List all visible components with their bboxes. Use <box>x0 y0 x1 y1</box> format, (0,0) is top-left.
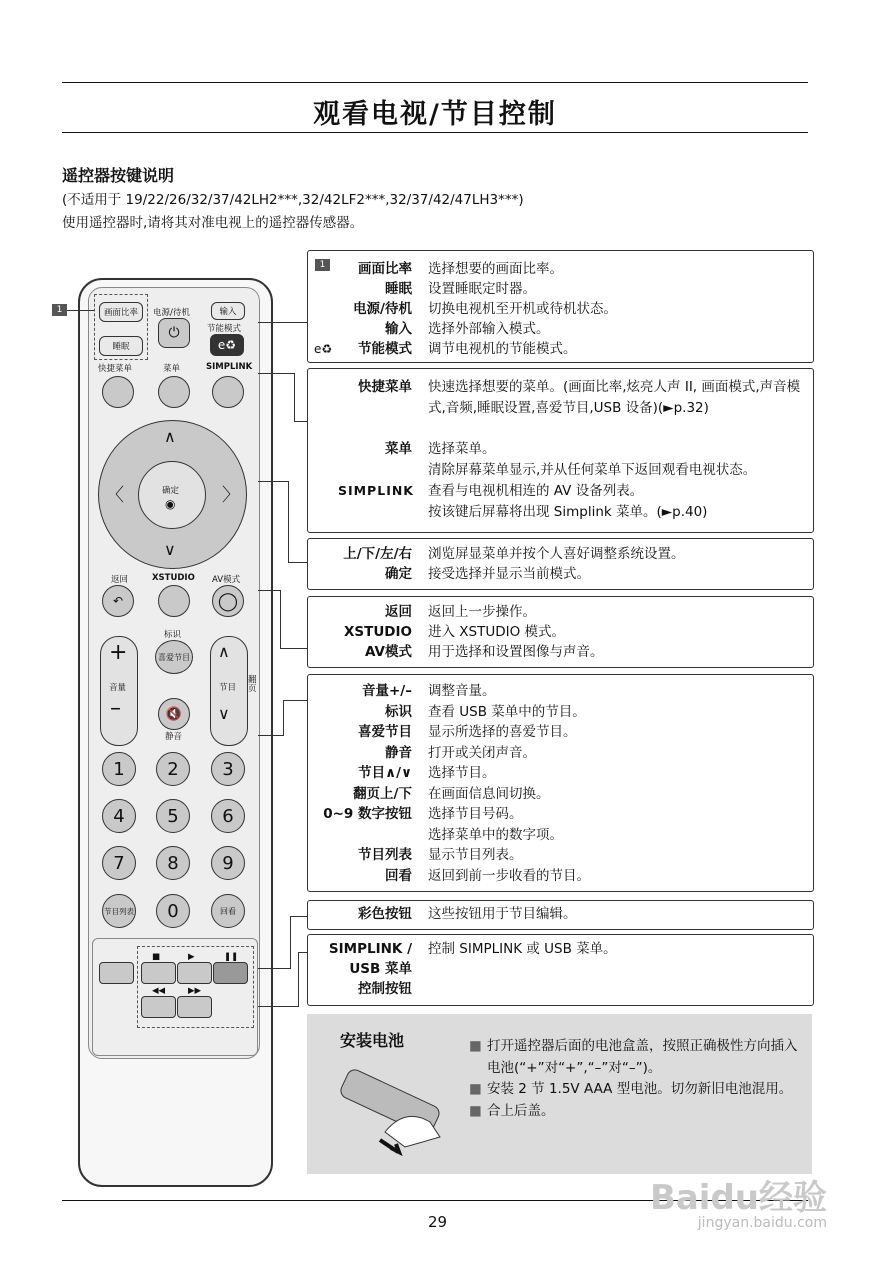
back-icon: ↶ <box>112 594 124 608</box>
power-icon: ⏻ <box>168 325 180 341</box>
battery-section <box>307 1014 812 1174</box>
play-button[interactable] <box>177 962 212 984</box>
bullet-icon: ■ <box>469 1102 482 1119</box>
page-title: 观看电视/节目控制 <box>313 99 557 130</box>
connector-3b <box>288 562 307 563</box>
sleep-button[interactable]: 睡眠 <box>99 336 143 356</box>
top-rule <box>62 82 808 83</box>
av-mode-label: AV模式 <box>212 575 241 585</box>
menu-desc-1: 选择菜单。 <box>428 441 496 457</box>
minus-icon[interactable]: – <box>110 696 121 721</box>
pause-icon: ❚❚ <box>224 952 239 962</box>
digit-3-button[interactable]: 3 <box>211 752 245 786</box>
quick-menu-button[interactable] <box>102 376 134 408</box>
model-note: (不适用于 19/22/26/32/37/42LH2***,32/42LF2***,32/37/42/47LH3***) <box>62 192 524 208</box>
battery-title: 安装电池 <box>340 1031 405 1050</box>
simplink-desc-1: 查看与电视机相连的 AV 设备列表。 <box>428 483 644 499</box>
usage-instruction: 使用遥控器时,请将其对准电视上的遥控器传感器。 <box>62 215 364 231</box>
digit-8-button[interactable]: 8 <box>156 846 190 880</box>
bullet-icon: ■ <box>469 1038 482 1054</box>
right-arrow-icon[interactable]: 〉 <box>222 485 240 506</box>
digit-9-button[interactable]: 9 <box>211 846 245 880</box>
connector-7 <box>258 1006 298 1007</box>
circle-icon: ◯ <box>217 590 239 612</box>
title-rule <box>62 132 808 133</box>
rewind-button[interactable] <box>141 996 176 1018</box>
rewind-icon: ◀◀ <box>152 986 166 996</box>
digit-0-button[interactable]: 0 <box>156 894 190 928</box>
av-mode-button[interactable] <box>212 585 244 617</box>
red-color-button[interactable] <box>99 962 134 984</box>
digit-2-button[interactable]: 2 <box>156 752 190 786</box>
battery-step: ■ 合上后盖。 <box>469 1101 804 1123</box>
box-callout-number: 1 <box>315 259 330 271</box>
play-icon: ▶ <box>188 952 195 962</box>
description-box-volume: 音量+/– 调整音量。 标识 查看 USB 菜单中的节目。 喜爱节目 显示所选择的喜爱节目。 静音 打开或关闭声音。 节目∧/∨ 选择节目。 翻页上/下 在画面信息间切换。 0~9 数字按钮 选择节目号码。 选择菜单中的数字项。 节目列表 显示节目列表。 回看 返回到前一步收看的节目。 <box>307 674 814 892</box>
menu-label: 菜单 <box>163 364 181 374</box>
mute-button[interactable] <box>158 698 190 730</box>
usb-desc: 控制 SIMPLINK 或 USB 菜单。 <box>428 941 617 957</box>
up-arrow-icon[interactable]: ∧ <box>164 427 176 446</box>
description-box-power: 1 画面比率 选择想要的画面比率。 睡眠 设置睡眠定时器。 电源/待机 切换电视机至开机或待机状态。 输入 选择外部输入模式。 e♻ 节能模式 调节电视机的节能模式。 <box>307 250 814 363</box>
simplink-desc-2: 按该键后屏幕将出现 Simplink 菜单。(►p.40) <box>428 504 708 520</box>
connector-2b <box>294 421 307 422</box>
description-box-navigation: 上/下/左/右 浏览屏显菜单并按个人喜好调整系统设置。 确定 接受选择并显示当前模式。 <box>307 538 814 590</box>
stop-icon: ■ <box>152 952 161 962</box>
battery-step: ■ 打开遥控器后面的电池盒盖，按照正确极性方向插入电池(“+”对“+”,“–”对“–”)。 <box>469 1038 798 1076</box>
fav-button[interactable]: 喜爱节目 <box>155 640 193 674</box>
q-view-button[interactable]: 回看 <box>211 894 245 928</box>
list-button[interactable]: 节目列表 <box>102 894 136 928</box>
ok-dot-icon: ◉ <box>165 497 176 511</box>
program-up-icon[interactable]: ∧ <box>218 642 230 661</box>
stop-button[interactable] <box>141 962 176 984</box>
description-box-back: 返回 返回上一步操作。 XSTUDIO 进入 XSTUDIO 模式。 AV模式 用于选择和设置图像与声音。 <box>307 596 814 668</box>
menu-button[interactable] <box>158 376 190 408</box>
mark-label: 标识 <box>164 630 182 640</box>
simplink-key: SIMPLINK <box>337 483 414 498</box>
usb-key-1: SIMPLINK / <box>328 941 412 957</box>
battery-step: ■ 安装 2 节 1.5V AAA 型电池。切勿新旧电池混用。 <box>469 1079 804 1101</box>
callout-line <box>67 310 94 311</box>
power-label: 电源/待机 <box>153 308 190 318</box>
quick-menu-label: 快捷菜单 <box>98 364 133 374</box>
menu-desc-2: 清除屏幕菜单显示,并从任何菜单下返回观看电视状态。 <box>428 462 757 478</box>
back-label: 返回 <box>111 575 129 585</box>
energy-saving-button[interactable] <box>210 334 244 356</box>
aspect-button[interactable]: 画面比率 <box>99 302 143 322</box>
connector-3 <box>258 481 289 563</box>
page-number: 29 <box>427 1213 448 1231</box>
usb-key-2: USB 菜单 <box>349 961 412 977</box>
simplink-button[interactable] <box>212 376 244 408</box>
left-arrow-icon[interactable]: 〈 <box>106 485 124 506</box>
menu-key: 菜单 <box>385 441 412 457</box>
connector-1 <box>258 322 307 323</box>
bullet-icon: ■ <box>469 1081 482 1097</box>
power-button[interactable] <box>158 318 190 348</box>
program-label: 节目 <box>219 683 237 693</box>
quick-menu-desc: 快速选择想要的菜单。(画面比率,炫亮人声 II, 画面模式,声音模式,音频,睡眠设置,喜爱节目,USB 设备)(►p.32) <box>428 379 801 416</box>
description-box-color: 彩色按钮 这些按钮用于节目编辑。 <box>307 900 814 930</box>
arrow-icon <box>380 1140 399 1152</box>
description-box-simplink-usb <box>307 934 814 1006</box>
fast-forward-button[interactable] <box>177 996 212 1018</box>
usb-key-3: 控制按钮 <box>358 981 412 997</box>
battery-illustration <box>325 1062 455 1162</box>
eco-icon: e♻ <box>314 342 333 356</box>
mute-icon: 🔇 <box>165 706 183 722</box>
mute-label: 静音 <box>165 732 183 742</box>
digit-7-button[interactable]: 7 <box>102 846 136 880</box>
watermark-logo: Baidu经验 <box>649 1178 827 1218</box>
eco-icon: e♻ <box>217 338 237 352</box>
digit-5-button[interactable]: 5 <box>156 799 190 833</box>
input-button[interactable]: 输入 <box>211 302 245 320</box>
ok-label: 确定 <box>162 486 180 496</box>
xstudio-label: XSTUDIO <box>152 573 195 583</box>
connector-5 <box>258 735 283 736</box>
simplink-label: SIMPLINK <box>206 362 253 372</box>
fast-forward-icon: ▶▶ <box>188 986 202 996</box>
connector-2 <box>258 373 295 422</box>
digit-4-button[interactable]: 4 <box>102 799 136 833</box>
program-down-icon[interactable]: ∨ <box>218 704 230 723</box>
back-button[interactable] <box>102 585 134 617</box>
battery-steps <box>469 1036 804 1122</box>
connector-4b <box>280 648 307 649</box>
callout-number: 1 <box>52 304 67 316</box>
digit-1-button[interactable]: 1 <box>102 752 136 786</box>
description-box-menu <box>307 368 814 533</box>
energy-label: 节能模式 <box>207 324 242 334</box>
connector-4 <box>258 590 281 649</box>
digit-6-button[interactable]: 6 <box>211 799 245 833</box>
page-flip-label: 翻页 <box>248 675 257 694</box>
volume-label: 音量 <box>109 683 127 693</box>
quick-menu-key: 快捷菜单 <box>358 379 412 395</box>
connector-6 <box>258 968 290 969</box>
connector-5b <box>283 700 308 736</box>
section-heading: 遥控器按键说明 <box>62 166 175 185</box>
plus-icon[interactable]: + <box>109 640 128 665</box>
watermark-url: jingyan.baidu.com <box>697 1215 827 1231</box>
down-arrow-icon[interactable]: ∨ <box>164 540 176 559</box>
pause-button[interactable] <box>213 962 248 984</box>
xstudio-button[interactable] <box>158 585 190 617</box>
